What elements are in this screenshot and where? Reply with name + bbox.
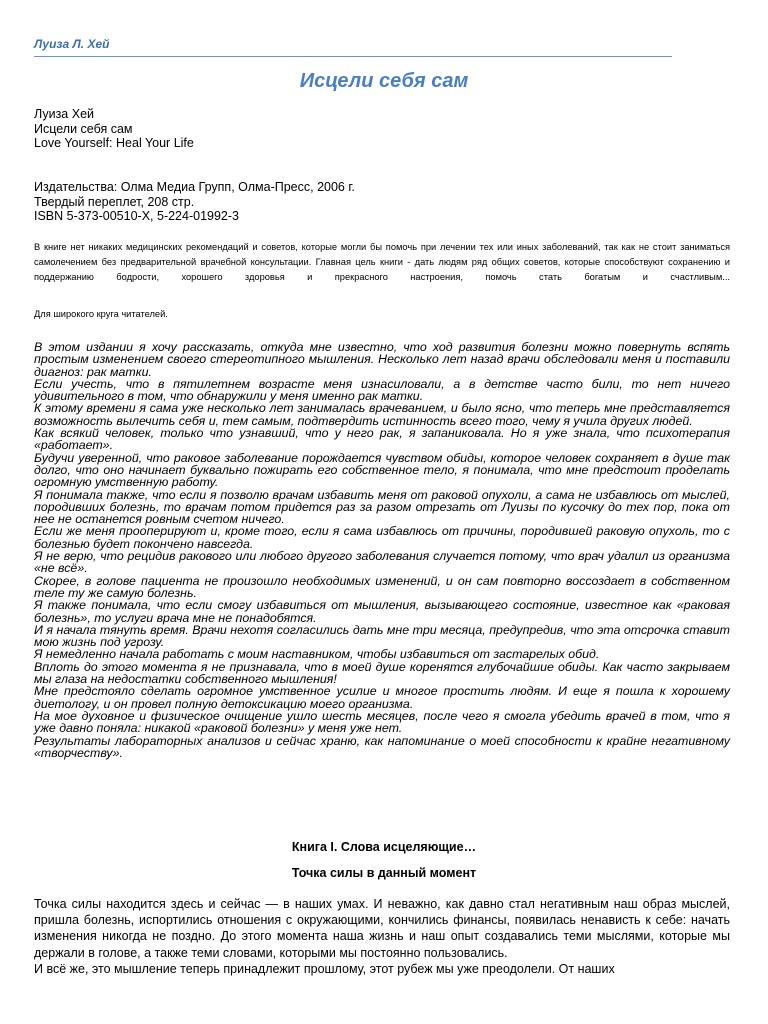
publisher-line: Издательства: Олма Медиа Групп, Олма-Пресс, 2006 г.	[34, 180, 355, 194]
header-rule	[34, 56, 672, 57]
author-name: Луиза Хей	[34, 107, 95, 121]
binding-line: Твердый переплет, 208 стр.	[34, 194, 195, 209]
preface-paragraph: Я также понимала, что если смогу избавиться от мышления, вызывающего состояние, известное как «раковая болезнь», то услуги врача мне не понадобятся.	[34, 598, 730, 625]
preface-paragraph: На мое духовное и физическое очищение ушло шесть месяцев, после чего я смогла убедить врачей в том, что я уже давно поняла: никакой «раковой болезни» у меня уже нет.	[34, 708, 730, 736]
preface-paragraph: Я немедленно начала работать с моим наставником, чтобы избавиться от застарелых обид.	[34, 647, 600, 662]
annotation: В книге нет никаких медицинских рекомендаций и советов, которые могли бы помочь при лечении тех или иных заболеваний, так как не стоит заниматься самолечением без предварительной врачебной консультации. Главная цель книги - дать людям ряд общих советов, которые способствуют сохранению и поддержанию бодрости, хорошего здоровья и прекрасного настроения, помочь стать богатым и счастливым...	[34, 242, 730, 282]
preface-paragraph: Будучи уверенной, что раковое заболевание порождается чувством обиды, которое человек сохраняет в душе так долго, что оно начинает буквально пожирать его собственное тело, я понимала, что мне предстоит проделать огромную умственную работу.	[34, 450, 730, 490]
preface-paragraph: Результаты лабораторных анализов и сейчас храню, как напоминание о моей способности к крайне негативному «творчеству».	[34, 733, 730, 760]
body-paragraph: Точка силы находится здесь и сейчас — в наших умах. И неважно, как давно стал негативным наш образ мыслей, пришла болезнь, испортились отношения с окружающими, кончились финансы, появилась ненависть к себе: начать изменения никогда не поздно. До этого момента наша жизнь и наш опыт создавались теми мыслями, которые мы держали в голове, а также теми словами, которыми мы постоянно пользовались.	[34, 897, 730, 960]
preface-paragraph: Если учесть, что в пятилетнем возрасте меня изнасиловали, а в детстве часто били, то нет ничего удивительного в том, что обнаружили у меня именно рак матки.	[34, 376, 730, 404]
chapter-heading: Точка силы в данный момент	[291, 866, 477, 880]
publication-info	[34, 180, 355, 224]
preface-paragraph: Я понимала также, что если я позволю врачам избавить меня от раковой опухоли, а сама не избавлюсь от мыслей, породивших болезнь, то врачам потом придется раз за разом отрезать от Луизы по кусочку до тех пор, пока от нее не останется ровным счетом ничего.	[34, 487, 730, 527]
preface-paragraph: Мне предстояло сделать огромное умственное усилие и многое простить людям. И еще я пошла к хорошему диетологу, и он провел полную детоксикацию моего организма.	[34, 684, 730, 711]
author-info	[34, 107, 194, 151]
preface-paragraph: Скорее, в голове пациента не произошло необходимых изменений, и он сам повторно воссоздает в собственном теле ту же самую болезнь.	[34, 573, 730, 600]
preface-paragraph: Если же меня прооперируют и, кроме того, если я сама избавлюсь от причины, породившей раковую опухоль, то с болезнью будет покончено навсегда.	[34, 524, 730, 551]
book-title-ru: Исцели себя сам	[34, 121, 133, 136]
audience-note: Для широкого круга читателей.	[34, 309, 168, 319]
preface-paragraph: Как всякий человек, только что узнавший, что у него рак, я запаниковала. Но я уже знала, что психотерапия «работает».	[34, 426, 730, 453]
book-main-title: Исцели себя сам	[299, 70, 469, 92]
book-title-en: Love Yourself: Heal Your Life	[34, 136, 194, 150]
preface-paragraph: Вплоть до этого момента я не признавала, что в моей душе коренятся глубочайшие обиды. Как часто закрываем мы глаза на недостатки собственного мышления!	[34, 659, 730, 687]
book-part-heading: Книга I. Слова исцеляющие…	[291, 840, 477, 854]
chapter-body	[34, 896, 730, 977]
body-paragraph: И всё же, это мышление теперь принадлежит прошлому, этот рубеж мы уже преодолели. От наших	[34, 961, 615, 976]
preface	[34, 341, 730, 759]
preface-paragraph: И я начала тянуть время. Врачи нехотя согласились дать мне три месяца, предупредив, что эта отсрочка ставит мою жизнь под угрозу.	[34, 622, 730, 650]
preface-paragraph: Я не верю, что рецидив ракового или любого другого заболевания случается потому, что врач удалил из организма «не всё».	[34, 549, 730, 576]
preface-paragraph: К этому времени я сама уже несколько лет занималась врачеванием, и было ясно, что теперь мне представляется возможность вылечить себя и, тем самым, подтвердить истинность всего того, чему я учила других людей.	[34, 401, 730, 428]
preface-paragraph: В этом издании я хочу рассказать, откуда мне известно, что ход развития болезни можно повернуть вспять простым изменением своего стереотипного мышления. Несколько лет назад врачи обследовали меня и поставили диагноз: рак матки.	[34, 340, 730, 379]
running-header: Луиза Л. Хей	[34, 37, 110, 51]
isbn-line: ISBN 5-373-00510-X, 5-224-01992-3	[34, 209, 239, 223]
